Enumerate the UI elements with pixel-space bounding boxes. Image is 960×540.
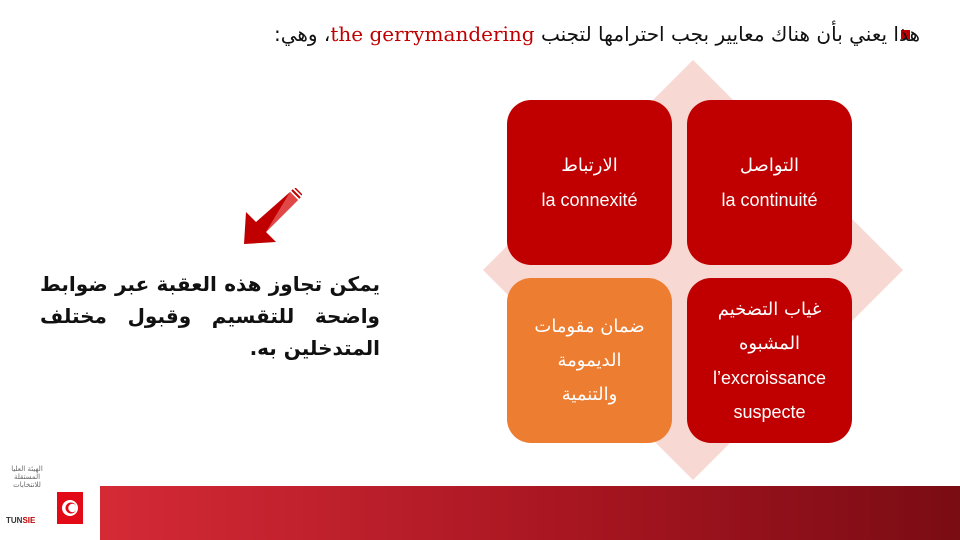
tile-connexity: [507, 100, 672, 265]
tile-french-label: la connexité: [541, 189, 638, 210]
note-text: يمكن تجاوز هذه العقبة عبر ضوابط واضحة للتقسيم وقبول مختلف المتدخلين به.: [40, 272, 380, 360]
tile-arabic-label: التواصل: [739, 154, 800, 176]
title-text-before: هذا يعني بأن هناك معايير بجب احترامها لتجنب: [534, 22, 920, 46]
tile-arabic-label: غياب التضخيم المشبوه: [717, 298, 822, 354]
tile-french-label: l’excroissance suspecte: [712, 367, 827, 422]
tile-sustainability: [507, 278, 672, 443]
title-text-after: ، وهي:: [273, 22, 331, 46]
tile-continuity: [687, 100, 852, 265]
tile-arabic-label: ضمان مقومات الديمومة والتنمية: [534, 315, 645, 405]
footer-band: [100, 486, 960, 540]
tile-french-label: la continuité: [721, 189, 818, 210]
arrow-down-left-icon: [240, 188, 302, 248]
flag-icon: [55, 486, 85, 530]
logo-brand-suffix: SIE: [22, 516, 36, 525]
title-term: the gerrymandering: [330, 22, 535, 46]
tile-arabic-label: الارتباط: [561, 154, 618, 176]
tile-excrescence: [687, 278, 852, 443]
logo-brand-prefix: TUN: [6, 516, 23, 525]
logo-arabic: الهيئة العليا المستقلة للانتخابات: [11, 465, 43, 489]
logo-brand: [6, 516, 35, 525]
page-title: [190, 22, 920, 46]
